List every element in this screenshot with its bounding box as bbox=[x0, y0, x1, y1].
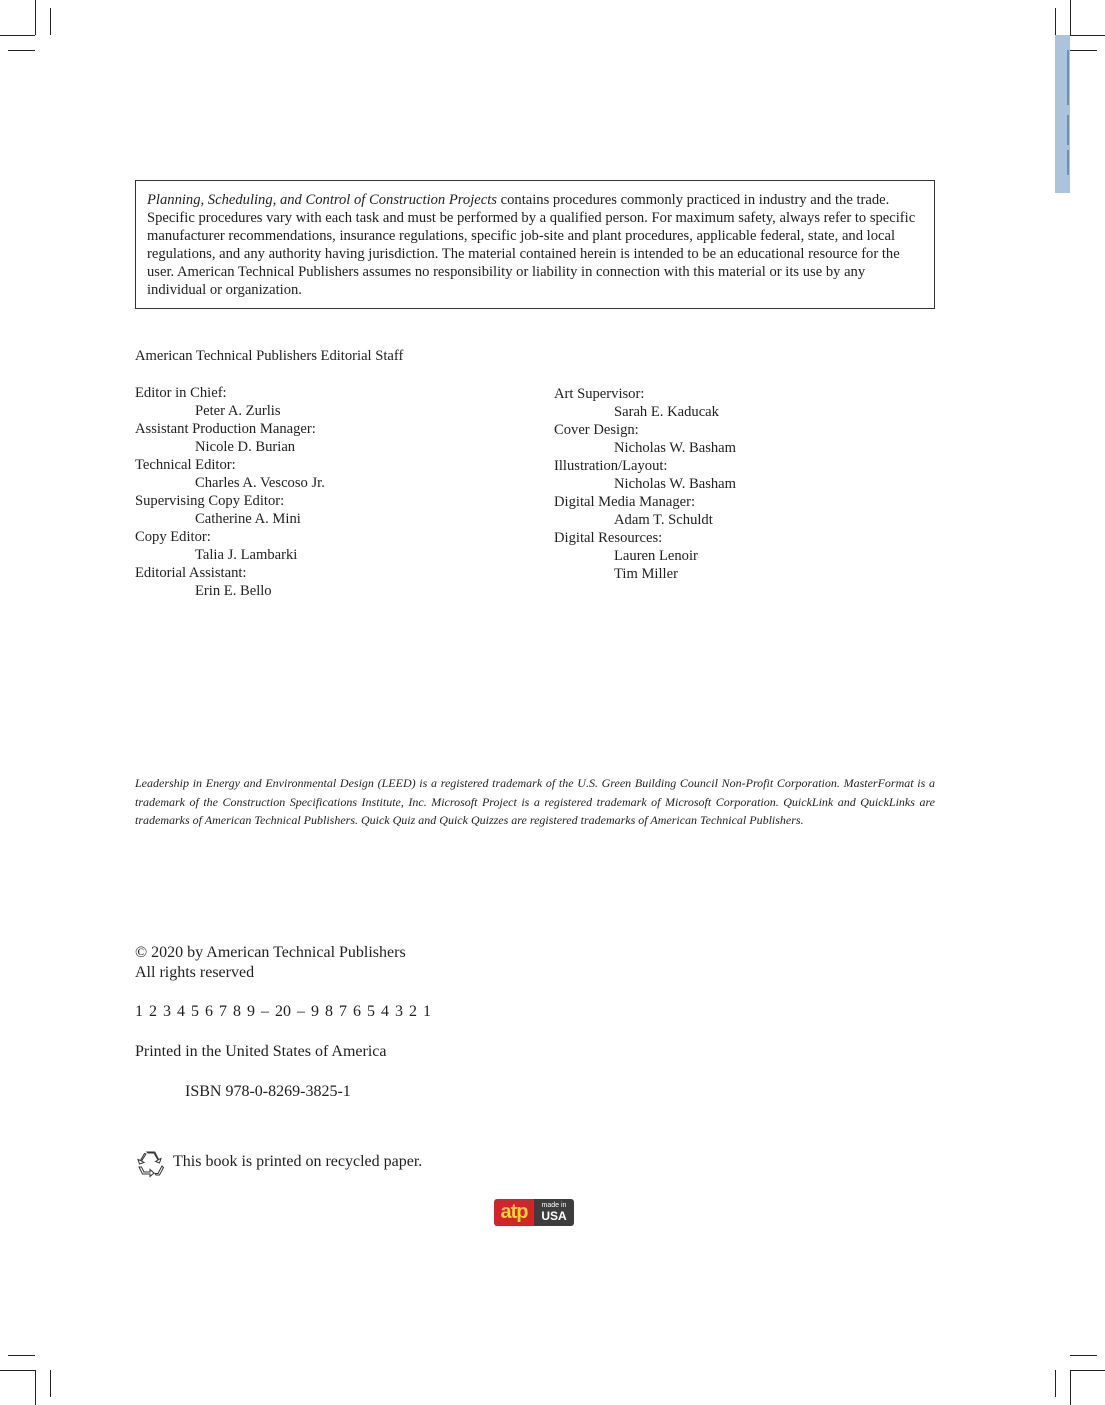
crop-mark bbox=[1070, 50, 1097, 51]
crop-mark bbox=[1070, 1355, 1097, 1356]
crop-mark bbox=[35, 0, 36, 35]
printing-line: 1 2 3 4 5 6 7 8 9 – 20 – 9 8 7 6 5 4 3 2 1 bbox=[135, 1003, 431, 1020]
staff-name: Adam T. Schuldt bbox=[614, 512, 713, 528]
staff-name: Lauren Lenoir bbox=[614, 548, 698, 564]
staff-role: Assistant Production Manager: bbox=[135, 421, 316, 437]
staff-name: Nicole D. Burian bbox=[195, 439, 296, 455]
rights-line: All rights reserved bbox=[135, 964, 255, 981]
copyright-line: © 2020 by American Technical Publishers bbox=[135, 944, 406, 961]
crop-mark bbox=[1055, 1370, 1056, 1397]
disclaimer-text: contains procedures commonly practiced in industry and the trade. Specific procedures vary with each task and must be performed by a qualified person. For maximum safety, always refer to specific manufacturer recommendations, insurance regulations, specific job-site and plant procedures, applicable federal, state, and local regulations, and any authority having jurisdiction. The material contained herein is intended to be an educational resource for the user. American Technical Publishers assumes no responsibility or liability in connection with this material or its use by any individual or organization. bbox=[147, 192, 916, 298]
staff-name: Catherine A. Mini bbox=[195, 511, 301, 527]
crop-mark bbox=[8, 50, 35, 51]
recycle-icon bbox=[135, 1148, 167, 1180]
printed-in: Printed in the United States of America bbox=[135, 1043, 387, 1060]
crop-mark bbox=[0, 1370, 35, 1371]
staff-role: Supervising Copy Editor: bbox=[135, 493, 285, 509]
crop-mark bbox=[1070, 1370, 1071, 1405]
atp-logo-mark: atp bbox=[494, 1199, 534, 1226]
tab-divider bbox=[1067, 50, 1069, 105]
staff-name: Erin E. Bello bbox=[195, 583, 272, 599]
staff-name: Nicholas W. Basham bbox=[614, 476, 737, 492]
staff-role: Digital Media Manager: bbox=[554, 494, 696, 510]
isbn: ISBN 978-0-8269-3825-1 bbox=[185, 1083, 351, 1100]
staff-role: Digital Resources: bbox=[554, 530, 663, 546]
crop-mark bbox=[1070, 35, 1105, 36]
staff-heading: American Technical Publishers Editorial Staff bbox=[135, 348, 404, 364]
staff-role: Editorial Assistant: bbox=[135, 565, 247, 581]
staff-name: Peter A. Zurlis bbox=[195, 403, 281, 419]
tab-divider bbox=[1067, 150, 1069, 175]
crop-mark bbox=[1055, 8, 1056, 35]
staff-name: Nicholas W. Basham bbox=[614, 440, 737, 456]
atp-made-in-usa-logo bbox=[494, 1199, 574, 1226]
staff-role: Editor in Chief: bbox=[135, 385, 227, 401]
staff-name: Sarah E. Kaducak bbox=[614, 404, 719, 420]
staff-name: Tim Miller bbox=[614, 566, 678, 582]
copyright-block bbox=[135, 943, 406, 983]
staff-role: Art Supervisor: bbox=[554, 386, 645, 402]
made-in-usa-badge bbox=[534, 1199, 574, 1226]
tab-divider bbox=[1067, 115, 1069, 145]
crop-mark bbox=[50, 8, 51, 35]
crop-mark bbox=[1070, 1370, 1105, 1371]
recycled-paper-note: This book is printed on recycled paper. bbox=[173, 1153, 423, 1170]
crop-mark bbox=[35, 1370, 36, 1405]
crop-mark bbox=[50, 1370, 51, 1397]
staff-column-right bbox=[554, 385, 736, 583]
staff-column-left bbox=[135, 384, 325, 600]
staff-role: Illustration/Layout: bbox=[554, 458, 668, 474]
trademark-notice: Leadership in Energy and Environmental Design (LEED) is a registered trademark of the U.S. Green Building Council Non-Profit Corporation. MasterFormat is a trademark of the Construction Specifications Institute, Inc. Microsoft Project is a registered trademark of Microsoft Corporation. QuickLink and QuickLinks are trademarks of American Technical Publishers. Quick Quiz and Quick Quizzes are registered trademarks of American Technical Publishers. bbox=[135, 776, 935, 827]
usa-label: USA bbox=[541, 1209, 567, 1223]
staff-role: Technical Editor: bbox=[135, 457, 236, 473]
staff-role: Copy Editor: bbox=[135, 529, 211, 545]
crop-mark bbox=[0, 35, 35, 36]
staff-role: Cover Design: bbox=[554, 422, 639, 438]
book-title: Planning, Scheduling, and Control of Construction Projects bbox=[147, 192, 497, 208]
safety-disclaimer-box bbox=[135, 180, 935, 309]
crop-mark bbox=[1070, 0, 1071, 35]
staff-name: Charles A. Vescoso Jr. bbox=[195, 475, 325, 491]
crop-mark bbox=[8, 1355, 35, 1356]
made-in-label: made in bbox=[541, 1202, 567, 1209]
staff-name: Talia J. Lambarki bbox=[195, 547, 298, 563]
